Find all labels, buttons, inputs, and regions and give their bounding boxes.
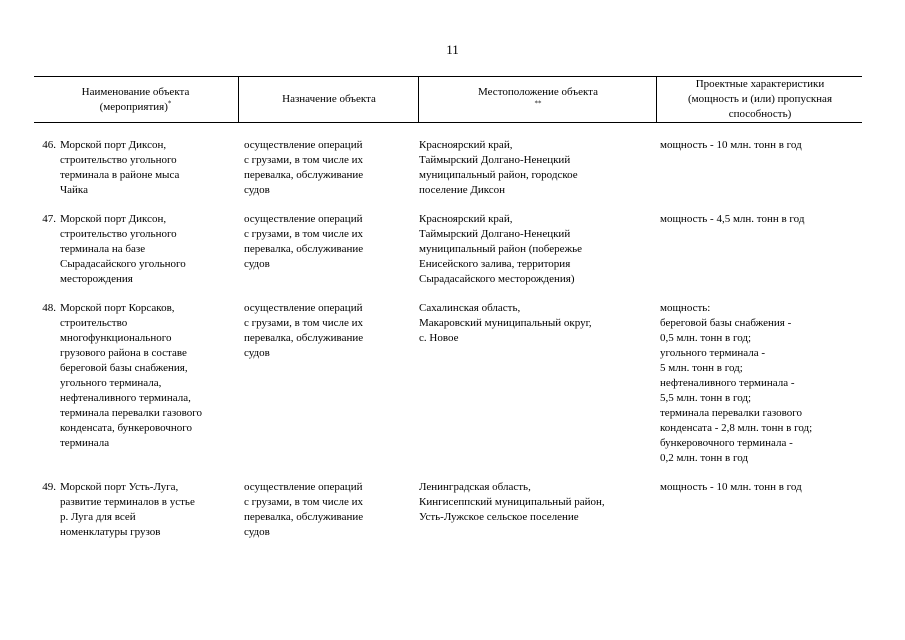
header-characteristics-line2: (мощность и (или) пропускная xyxy=(687,93,832,105)
row-object-name: Морской порт Диксон, строительство угольного терминала в районе мыса Чайка xyxy=(60,139,180,196)
page-number: 11 xyxy=(446,42,459,57)
header-characteristics-line1: Проектные характеристики xyxy=(695,78,825,90)
header-characteristics-line3: способность) xyxy=(728,108,792,120)
row-purpose: осуществление операций с грузами, в том числе их перевалка, обслуживание судов xyxy=(244,302,364,359)
row-characteristics: мощность: береговой базы снабжения - 0,5 млн. тонн в год; угольного терминала - 5 млн. тонн в год; нефтеналивного терминала - 5,5 млн. тонн в год; терминала перевалки газового конденсата - 2,8 млн. тонн в год; бункеровочного терминала - 0,2 млн. тонн в год xyxy=(660,302,813,464)
row-characteristics: мощность - 10 млн. тонн в год xyxy=(660,481,802,493)
row-number: 46. xyxy=(42,139,56,151)
row-number: 48. xyxy=(42,302,56,314)
row-characteristics: мощность - 10 млн. тонн в год xyxy=(660,139,802,151)
row-object-name: Морской порт Диксон, строительство угольного терминала на базе Сырадасайского угольного месторождения xyxy=(60,213,186,285)
row-purpose: осуществление операций с грузами, в том числе их перевалка, обслуживание судов xyxy=(244,213,364,270)
header-location-label: Местоположение объекта xyxy=(478,85,598,98)
row-object-name: Морской порт Усть-Луга, развитие терминалов в устье р. Луга для всей номенклатуры грузов xyxy=(60,481,195,538)
row-characteristics: мощность - 4,5 млн. тонн в год xyxy=(660,213,805,225)
header-object-name-line2: (мероприятия) xyxy=(99,100,168,113)
header-location-footnote: ** xyxy=(534,98,542,107)
row-location: Красноярский край, Таймырский Долгано-Ненецкий муниципальный район, городское поселение Диксон xyxy=(419,139,578,196)
row-location: Ленинградская область, Кингисеппский муниципальный район, Усть-Лужское сельское поселение xyxy=(419,481,605,523)
row-location: Сахалинская область, Макаровский муниципальный округ, с. Новое xyxy=(419,302,592,344)
row-location: Красноярский край, Таймырский Долгано-Ненецкий муниципальный район (побережье Енисейского залива, территория Сырадасайского месторождения) xyxy=(419,213,582,285)
header-purpose xyxy=(238,77,419,122)
table-header xyxy=(34,76,862,123)
header-purpose-label: Назначение объекта xyxy=(282,93,376,105)
header-object-name xyxy=(34,77,237,122)
objects-table xyxy=(34,76,862,538)
header-object-name-footnote: * xyxy=(167,98,172,107)
header-characteristics xyxy=(656,77,863,122)
header-object-name-line1: Наименование объекта xyxy=(81,85,190,98)
row-purpose: осуществление операций с грузами, в том числе их перевалка, обслуживание судов xyxy=(244,481,364,538)
row-purpose: осуществление операций с грузами, в том числе их перевалка, обслуживание судов xyxy=(244,139,364,196)
row-object-name: Морской порт Корсаков, строительство многофункционального грузового района в составе береговой базы снабжения, угольного терминала, нефтеналивного терминала, терминала перевалки газового конденсата, бункеровочного терминала xyxy=(60,302,203,449)
row-number: 49. xyxy=(42,481,56,493)
row-number: 47. xyxy=(42,213,56,225)
header-location xyxy=(418,77,657,122)
